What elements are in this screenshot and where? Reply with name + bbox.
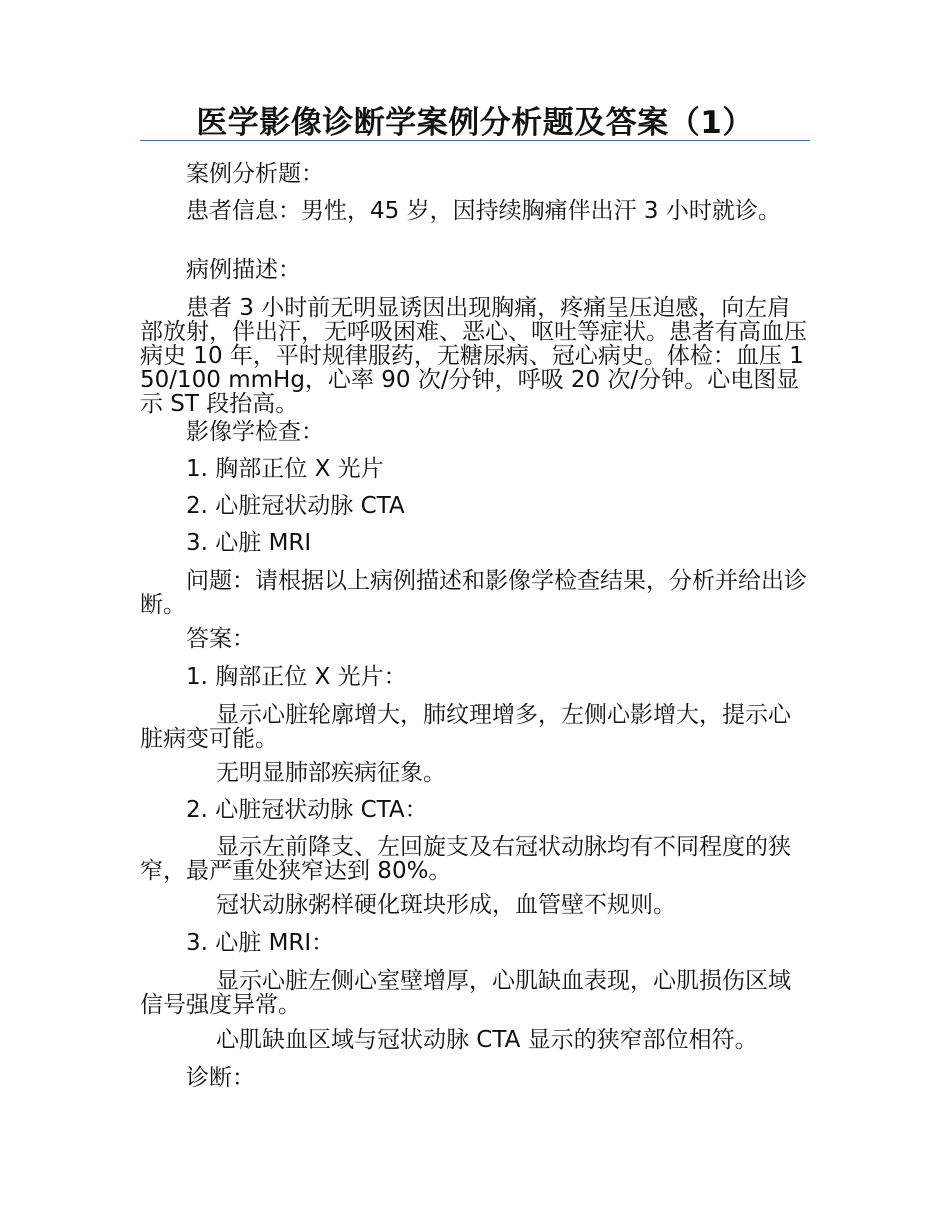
answer-item-coronary-cta: 2. 心脏冠状动脉 CTA： <box>186 797 428 823</box>
exam-item-coronary-cta: 2. 心脏冠状动脉 CTA <box>186 493 405 519</box>
section-heading-answer: 答案： <box>186 626 255 652</box>
case-description-paragraph: 患者 3 小时前无明显诱因出现胸痛，疼痛呈压迫感，向左肩部放射，伴出汗，无呼吸困难、恶心、呕吐等症状。患者有高血压病史 10 年，平时规律服药，无糖尿病、冠心病史。体检：血压 150/100 mmHg，心率 90 次/分钟，呼吸 20 次/分钟。心电图显示 ST 段抬高。 <box>140 295 807 417</box>
section-heading-case-description: 病例描述： <box>186 257 301 283</box>
section-heading-imaging-exams: 影像学检查： <box>186 419 324 445</box>
answer-item-chest-xray: 1. 胸部正位 X 光片： <box>186 664 407 690</box>
mri-finding-1: 显示心脏左侧心室壁增厚，心肌缺血表现，心肌损伤区域信号强度异常。 <box>140 968 791 1018</box>
mri-finding-2: 心肌缺血区域与冠状动脉 CTA 显示的狭窄部位相符。 <box>216 1027 758 1053</box>
xray-finding-2: 无明显肺部疾病征象。 <box>216 760 446 786</box>
cta-finding-1: 显示左前降支、左回旋支及右冠状动脉均有不同程度的狭窄，最严重处狭窄达到 80%。 <box>140 834 791 884</box>
exam-item-cardiac-mri: 3. 心脏 MRI <box>186 530 312 556</box>
section-heading-diagnosis: 诊断： <box>186 1065 255 1091</box>
xray-finding-1: 显示心脏轮廓增大，肺纹理增多，左侧心影增大，提示心脏病变可能。 <box>140 702 791 752</box>
answer-item-cardiac-mri: 3. 心脏 MRI： <box>186 930 335 956</box>
patient-info-paragraph: 患者信息：男性，45 岁，因持续胸痛伴出汗 3 小时就诊。 <box>186 198 781 224</box>
cta-finding-2: 冠状动脉粥样硬化斑块形成，血管壁不规则。 <box>216 892 676 918</box>
document-title: 医学影像诊断学案例分析题及答案（1） <box>196 105 754 141</box>
exam-item-chest-xray: 1. 胸部正位 X 光片 <box>186 456 384 482</box>
title-underline <box>140 140 810 141</box>
question-paragraph: 问题：请根据以上病例描述和影像学检查结果，分析并给出诊断。 <box>140 568 807 618</box>
section-heading-case-analysis: 案例分析题： <box>186 161 324 187</box>
